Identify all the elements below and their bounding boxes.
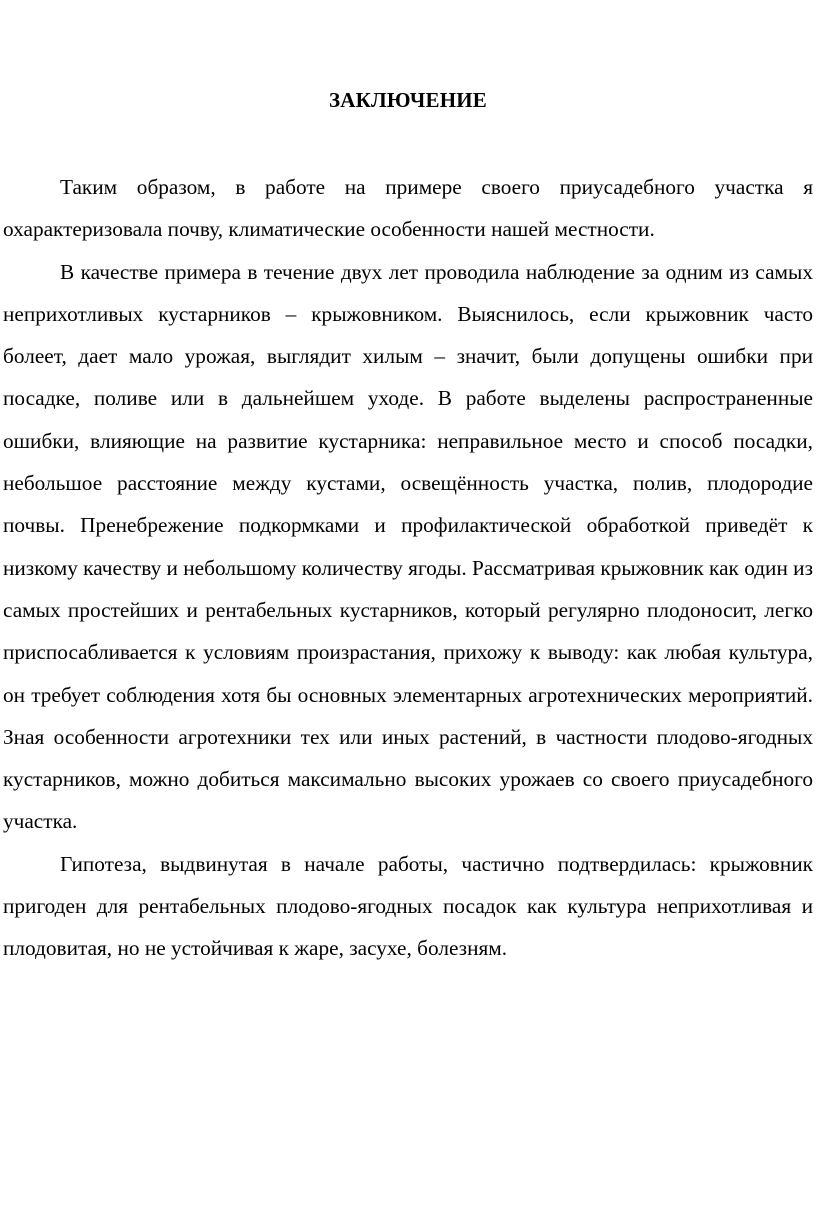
document-title: ЗАКЛЮЧЕНИЕ: [328, 88, 488, 112]
paragraph-observation: В качестве примера в течение двух лет проводила наблюдение за одним из самых неприхотливых кустарников – крыжовником. Выяснилось, если крыжовник часто болеет, дает мало урожая, выглядит хилым – значит, были допущены ошибки при посадке, поливе или в дальнейшем уходе. В работе выделены распространенные ошибки, влияющие на развитие кустарника: неправильное место и способ посадки, небольшое расстояние между кустами, освещённость участка, полив, плодородие почвы. Пренебрежение подкормками и профилактической обработкой приведёт к низкому качеству и небольшому количеству ягоды. Рассматривая крыжовник как один из самых простейших и рентабельных кустарников, который регулярно плодоносит, легко приспосабливается к условиям произрастания, прихожу к выводу: как любая культура, он требует соблюдения хотя бы основных элементарных агротехнических мероприятий. Зная особенности агротехники тех или иных растений, в частности плодово-ягодных кустарников, можно добиться максимально высоких урожаев со своего приусадебного участка.: [3, 259, 813, 834]
paragraph-hypothesis: Гипотеза, выдвинутая в начале работы, частично подтвердилась: крыжовник пригоден для рентабельных плодово-ягодных посадок как культура неприхотливая и плодовитая, но не устойчивая к жаре, засухе, болезням.: [3, 851, 813, 961]
paragraph-summary: Таким образом, в работе на примере своего приусадебного участка я охарактеризовала почву, климатические особенности нашей местности.: [3, 175, 813, 242]
document-body: [3, 166, 813, 970]
